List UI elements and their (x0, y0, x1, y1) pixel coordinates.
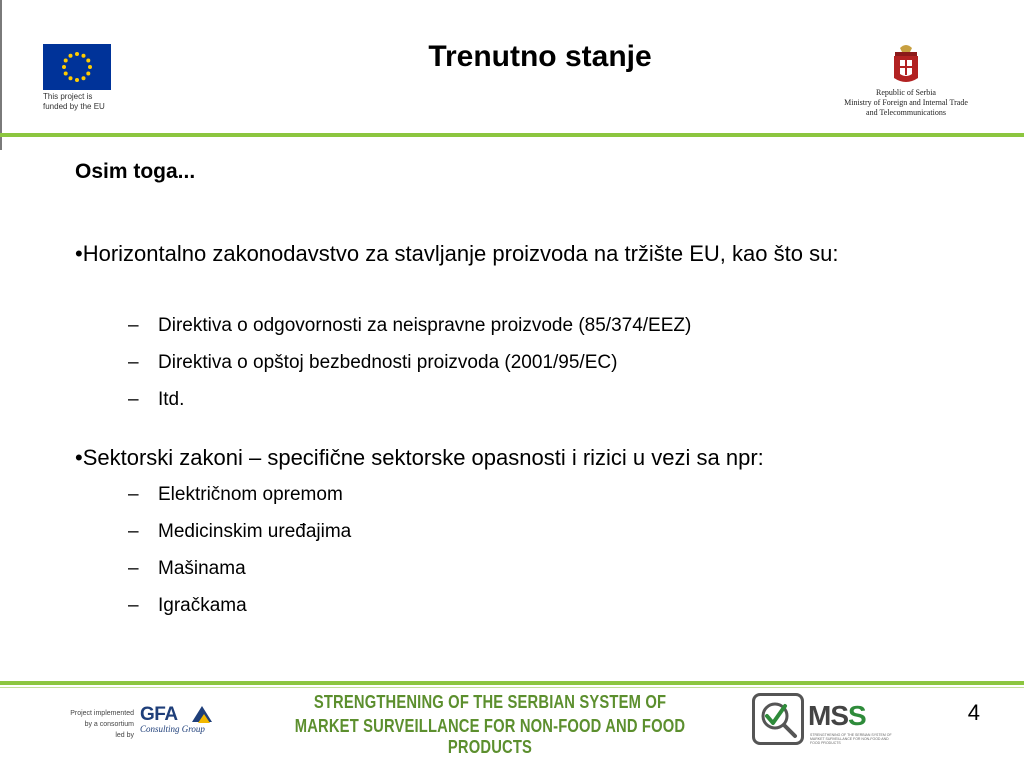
sub-item-text: Igračkama (158, 595, 247, 616)
slide-title: Trenutno stanje (428, 40, 652, 73)
eu-flag-icon (43, 44, 111, 90)
serbia-ministry-caption (830, 88, 982, 118)
footer-divider-thin (0, 687, 1024, 688)
eu-caption-line1: This project is (43, 92, 93, 101)
dash-marker: – (128, 315, 139, 336)
sub-item-text: Direktiva o odgovornosti za neispravne proizvode (85/374/EEZ) (158, 315, 692, 336)
mss-letter-s2: S (848, 700, 866, 731)
eu-caption-line2: funded by the EU (43, 102, 105, 111)
sub-item (128, 314, 691, 338)
left-border-rule (0, 0, 2, 150)
sub-item (128, 520, 351, 544)
bullet-horizontal-legislation: •Horizontalno zakonodavstvo za stavljanje proizvoda na tržište EU, kao što su: (75, 241, 839, 266)
consortium-line3: led by (115, 732, 134, 739)
serbia-caption-line3: and Telecommunications (866, 108, 946, 117)
sub-item (128, 351, 617, 375)
sub-item-text: Direktiva o opštoj bezbednosti proizvoda (2001/95/EC) (158, 352, 618, 373)
gfa-letters: GFA (140, 704, 178, 725)
bullet-sectoral-laws: •Sektorski zakoni – specifične sektorske opasnosti i rizici u vezi sa npr: (75, 445, 764, 470)
consortium-line2: by a consortium (84, 721, 134, 728)
consortium-line1: Project implemented (70, 710, 134, 717)
mss-logo-text (808, 700, 866, 732)
dash-marker: – (128, 352, 139, 373)
project-name-line2: MARKET SURVEILLANCE FOR NON-FOOD AND FOOD PRODUCTS (294, 716, 686, 757)
sub-item-text: Itd. (158, 389, 185, 410)
mss-checkmark-magnifier-icon (752, 693, 804, 745)
serbia-coat-of-arms-icon (892, 42, 920, 92)
content-subheading: Osim toga... (75, 160, 196, 183)
consortium-caption (52, 708, 134, 741)
dash-marker: – (128, 558, 139, 579)
footer-divider (0, 681, 1024, 685)
sub-item-text: Medicinskim uređajima (158, 521, 352, 542)
sub-item-text: Mašinama (158, 558, 246, 579)
serbia-caption-line1: Republic of Serbia (876, 88, 936, 97)
sub-item (128, 388, 184, 412)
mss-letter-s1: S (830, 700, 849, 731)
gfa-subtitle: Consulting Group (140, 724, 205, 734)
dash-marker: – (128, 521, 139, 542)
sub-item (128, 594, 247, 618)
sub-item-text: Električnom opremom (158, 484, 343, 505)
eu-funding-caption (43, 92, 105, 112)
mss-letter-m: M (808, 700, 831, 731)
mss-tagline: STRENGTHENING OF THE SERBIAN SYSTEM OF MARKET SURVEILLANCE FOR NON-FOOD AND FOOD PRODUCTS (810, 733, 892, 745)
dash-marker: – (128, 484, 139, 505)
gfa-triangle-accent-icon (198, 714, 210, 723)
dash-marker: – (128, 595, 139, 616)
dash-marker: – (128, 389, 139, 410)
header-divider (0, 133, 1024, 137)
serbia-caption-line2: Ministry of Foreign and Internal Trade (844, 98, 968, 107)
page-number: 4 (967, 700, 980, 725)
project-name-line1: STRENGTHENING OF THE SERBIAN SYSTEM OF (313, 692, 667, 712)
sub-item (128, 557, 246, 581)
sub-item (128, 483, 343, 507)
